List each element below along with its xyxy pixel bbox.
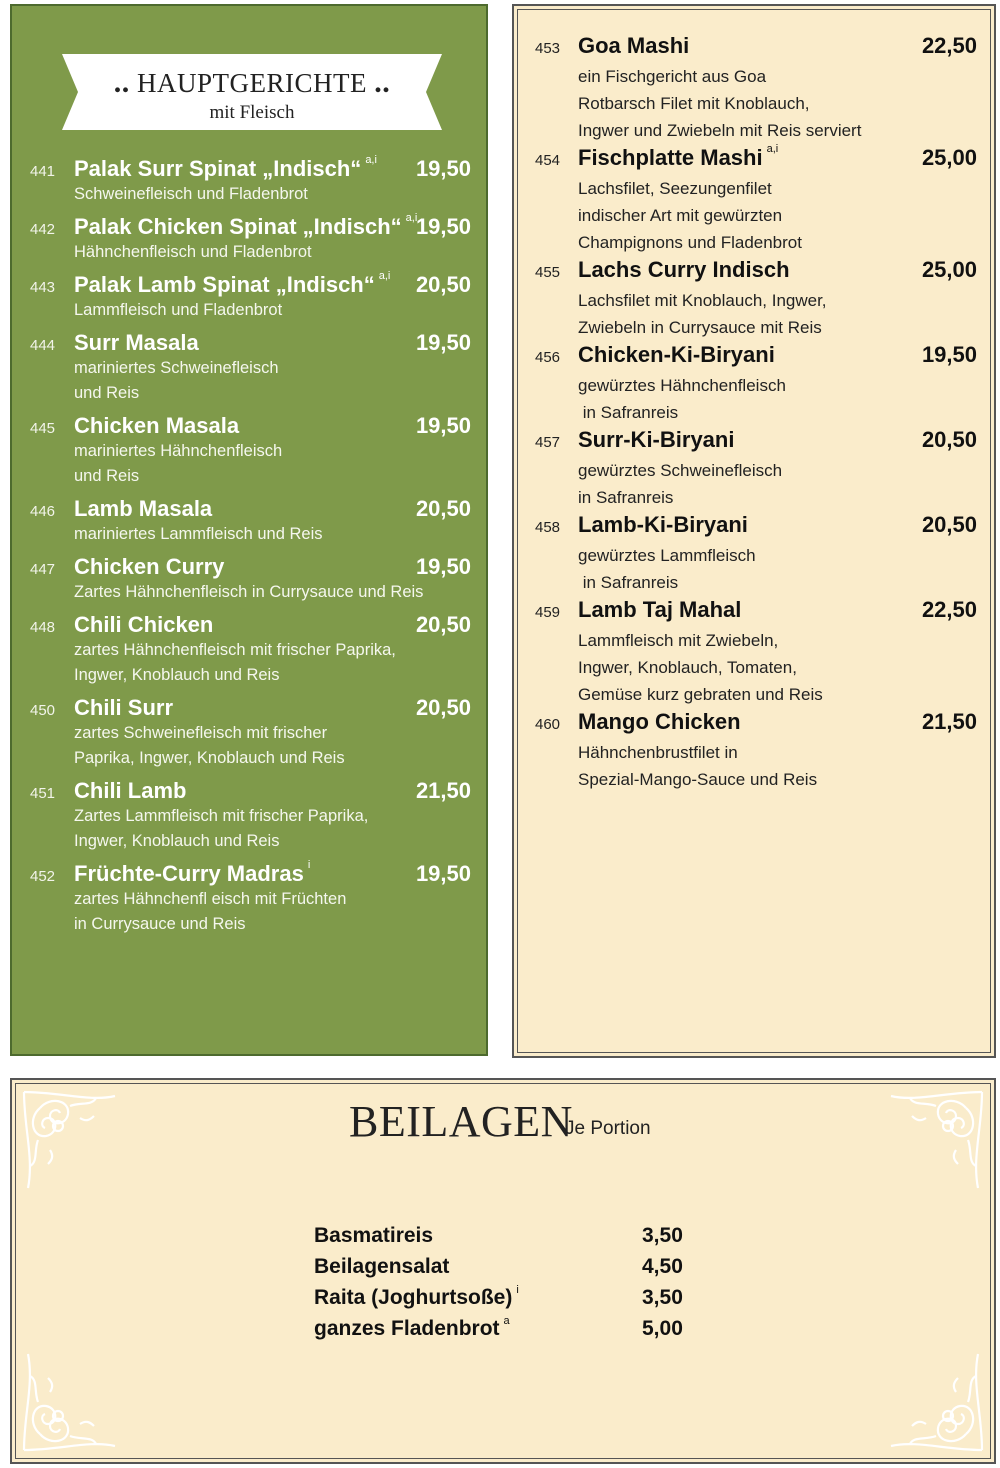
item-description [578, 542, 998, 596]
item-name [74, 554, 224, 580]
description-line: Zwiebeln in Currysauce mit Reis [578, 318, 822, 337]
item-name-text: Palak Lamb Spinat „Indisch“ [74, 272, 375, 297]
description-line: zartes Hähnchenfleisch mit frischer Paprika, [74, 641, 396, 659]
menu-item [12, 272, 490, 323]
item-number: 457 [535, 434, 561, 451]
description-line: und Reis [74, 467, 140, 485]
item-number: 448 [30, 619, 56, 636]
menu-item [514, 342, 998, 426]
item-name [578, 597, 741, 623]
description-line: indischer Art mit gewürzten [578, 206, 783, 225]
menu-item [514, 145, 998, 256]
side-item [314, 1286, 714, 1317]
menu-item [514, 33, 998, 144]
menu-item [12, 214, 490, 265]
item-description [578, 287, 998, 341]
item-name [578, 145, 778, 171]
item-number: 454 [535, 152, 561, 169]
menu-item [514, 427, 998, 511]
item-description [578, 739, 998, 793]
item-name-text: Fischplatte Mashi [578, 145, 763, 170]
corner-ornament-top-left [20, 1088, 140, 1198]
item-description [74, 182, 490, 207]
description-line: Spezial-Mango-Sauce und Reis [578, 770, 818, 789]
item-price: 25,00 [921, 145, 977, 170]
item-number: 458 [535, 519, 561, 536]
item-price: 25,00 [921, 257, 977, 282]
section-banner [62, 54, 442, 130]
item-name-text: Chicken-Ki-Biryani [578, 342, 775, 367]
item-name [74, 612, 213, 638]
side-item-price: 5,00 [642, 1317, 683, 1340]
menu-item [12, 861, 490, 937]
section-title [62, 66, 442, 100]
item-number: 446 [30, 503, 56, 520]
menu-item [12, 554, 490, 605]
description-line: in Safranreis [578, 573, 679, 592]
menu-item [514, 512, 998, 596]
item-price: 19,50 [415, 330, 471, 355]
item-name [74, 272, 390, 298]
side-item [314, 1255, 714, 1286]
item-number: 456 [535, 349, 561, 366]
item-price: 19,50 [415, 554, 471, 579]
menu-item [12, 695, 490, 771]
description-line: Rotbarsch Filet mit Knoblauch, [578, 94, 810, 113]
description-line: Lammfleisch mit Zwiebeln, [578, 631, 779, 650]
description-line: mariniertes Hähnchenfleisch [74, 442, 283, 460]
description-line: Champignons und Fladenbrot [578, 233, 802, 252]
item-price: 21,50 [415, 778, 471, 803]
description-line: in Safranreis [578, 403, 679, 422]
item-number: 451 [30, 785, 56, 802]
main-dishes-panel [10, 4, 488, 1056]
description-line: ein Fischgericht aus Goa [578, 67, 767, 86]
item-price: 19,50 [921, 342, 977, 367]
description-line: zartes Schweinefleisch mit frischer [74, 724, 328, 742]
item-price: 19,50 [415, 413, 471, 438]
item-description [578, 457, 998, 511]
item-name-text: Chicken Curry [74, 554, 225, 579]
side-item-name-text: Raita (Joghurtsoße) [314, 1286, 513, 1309]
menu-item [12, 156, 490, 207]
item-name [74, 214, 417, 240]
item-name-text: Surr-Ki-Biryani [578, 427, 735, 452]
item-price: 20,50 [415, 496, 471, 521]
item-price: 20,50 [415, 612, 471, 637]
item-name-text: Chili Chicken [74, 612, 214, 637]
item-name [74, 413, 239, 439]
description-line: Gemüse kurz gebraten und Reis [578, 685, 823, 704]
item-number: 452 [30, 868, 56, 885]
item-name [578, 427, 734, 453]
description-line: mariniertes Lammfleisch und Reis [74, 525, 323, 543]
side-item-price: 3,50 [642, 1224, 683, 1247]
description-line: Lachsfilet mit Knoblauch, Ingwer, [578, 291, 827, 310]
menu-item [514, 597, 998, 708]
item-name-text: Palak Chicken Spinat „Indisch“ [74, 214, 402, 239]
description-line: zartes Hähnchenfl eisch mit Früchten [74, 890, 347, 908]
item-description [74, 638, 490, 688]
side-item-name [314, 1224, 433, 1248]
main-dish-list [12, 156, 490, 944]
allergen-marker: a,i [365, 154, 377, 166]
side-item-price: 3,50 [642, 1286, 683, 1309]
side-item [314, 1224, 714, 1255]
item-number: 450 [30, 702, 56, 719]
item-name-text: Lamb Taj Mahal [578, 597, 742, 622]
description-line: gewürztes Schweinefleisch [578, 461, 783, 480]
item-name [578, 512, 748, 538]
menu-item [12, 413, 490, 489]
description-line: in Safranreis [578, 488, 674, 507]
item-price: 22,50 [921, 597, 977, 622]
sides-panel [10, 1078, 996, 1464]
title-dots-left: .. [113, 66, 130, 99]
item-price: 19,50 [415, 156, 471, 181]
item-price: 22,50 [921, 33, 977, 58]
description-line: Ingwer, Knoblauch und Reis [74, 666, 280, 684]
description-line: gewürztes Hähnchenfleisch [578, 376, 786, 395]
item-description [74, 240, 490, 265]
side-item-name [314, 1317, 510, 1341]
description-line: gewürztes Lammfleisch [578, 546, 756, 565]
description-line: Ingwer, Knoblauch, Tomaten, [578, 658, 797, 677]
description-line: Hähnchenfleisch und Fladenbrot [74, 243, 312, 261]
item-description [578, 175, 998, 256]
menu-item [12, 330, 490, 406]
item-name [74, 330, 199, 356]
item-name [578, 33, 689, 59]
side-item-name-text: Beilagensalat [314, 1255, 450, 1278]
item-name-text: Chili Lamb [74, 778, 187, 803]
description-line: Lachsfilet, Seezungenfilet [578, 179, 772, 198]
description-line: Ingwer und Zwiebeln mit Reis serviert [578, 121, 862, 140]
item-number: 445 [30, 420, 56, 437]
item-name-text: Goa Mashi [578, 33, 690, 58]
item-name-text: Lachs Curry Indisch [578, 257, 790, 282]
side-item-name-text: ganzes Fladenbrot [314, 1317, 500, 1340]
allergen-marker: i [516, 1284, 519, 1296]
item-name-text: Chicken Masala [74, 413, 240, 438]
item-name [578, 709, 741, 735]
item-description [74, 356, 490, 406]
item-number: 459 [535, 604, 561, 621]
description-line: Ingwer, Knoblauch und Reis [74, 832, 280, 850]
description-line: Paprika, Ingwer, Knoblauch und Reis [74, 749, 345, 767]
description-line: in Currysauce und Reis [74, 915, 246, 933]
description-line: und Reis [74, 384, 140, 402]
sides-list [314, 1224, 714, 1348]
item-name-text: Chili Surr [74, 695, 174, 720]
menu-item [514, 709, 998, 793]
item-name [74, 695, 173, 721]
menu-item [12, 778, 490, 854]
item-name-text: Palak Surr Spinat „Indisch“ [74, 156, 362, 181]
description-line: Lammfleisch und Fladenbrot [74, 301, 283, 319]
side-item-name [314, 1255, 449, 1279]
item-price: 20,50 [921, 427, 977, 452]
item-number: 444 [30, 337, 56, 354]
allergen-marker: a [503, 1315, 510, 1327]
item-number: 443 [30, 279, 56, 296]
description-line: Zartes Lammfleisch mit frischer Paprika, [74, 807, 369, 825]
side-item-name [314, 1286, 519, 1310]
item-number: 455 [535, 264, 561, 281]
sides-subtitle: Je Portion [565, 1118, 651, 1139]
allergen-marker: a,i [405, 212, 418, 224]
item-name [74, 778, 186, 804]
item-description [74, 580, 490, 605]
description-line: mariniertes Schweinefleisch [74, 359, 279, 377]
item-description [578, 372, 998, 426]
allergen-marker: i [307, 859, 311, 871]
item-price: 19,50 [415, 861, 471, 886]
side-item-name-text: Basmatireis [314, 1224, 434, 1247]
description-line: Zartes Hähnchenfleisch in Currysauce und Reis [74, 583, 424, 601]
item-description [74, 439, 490, 489]
item-name [74, 861, 310, 887]
item-name [74, 156, 377, 182]
title-dots-right: .. [374, 66, 391, 99]
allergen-marker: a,i [766, 143, 779, 155]
item-description [74, 298, 490, 323]
item-name [578, 342, 775, 368]
item-name [74, 496, 212, 522]
menu-item [514, 257, 998, 341]
item-number: 441 [30, 163, 56, 180]
item-price: 20,50 [415, 272, 471, 297]
item-name-text: Surr Masala [74, 330, 199, 355]
corner-ornament-top-right [866, 1088, 986, 1198]
allergen-marker: a,i [378, 270, 391, 282]
item-description [578, 63, 998, 144]
item-name-text: Mango Chicken [578, 709, 741, 734]
item-name-text: Lamb Masala [74, 496, 213, 521]
corner-ornament-bottom-right [866, 1344, 986, 1454]
side-item-price: 4,50 [642, 1255, 683, 1278]
item-number: 460 [535, 716, 561, 733]
item-name-text: Früchte-Curry Madras [74, 861, 304, 886]
menu-item [12, 612, 490, 688]
side-item [314, 1317, 714, 1348]
item-description [74, 522, 490, 547]
item-description [74, 804, 490, 854]
dish-list-right [514, 33, 998, 794]
item-price: 21,50 [921, 709, 977, 734]
item-description [578, 627, 998, 708]
sides-title: BEILAGEN [349, 1097, 573, 1146]
description-line: Hähnchenbrustfilet in [578, 743, 738, 762]
item-price: 20,50 [921, 512, 977, 537]
section-title-text: HAUPTGERICHTE [137, 68, 367, 98]
item-number: 442 [30, 221, 56, 238]
item-description [74, 887, 490, 937]
fish-dishes-panel [512, 4, 996, 1058]
item-price: 19,50 [415, 214, 471, 239]
item-name [578, 257, 790, 283]
menu-item [12, 496, 490, 547]
section-subtitle: mit Fleisch [209, 102, 295, 123]
item-number: 453 [535, 40, 561, 57]
item-number: 447 [30, 561, 56, 578]
corner-ornament-bottom-left [20, 1344, 140, 1454]
item-price: 20,50 [415, 695, 471, 720]
description-line: Schweinefleisch und Fladenbrot [74, 185, 308, 203]
item-description [74, 721, 490, 771]
item-name-text: Lamb-Ki-Biryani [578, 512, 748, 537]
